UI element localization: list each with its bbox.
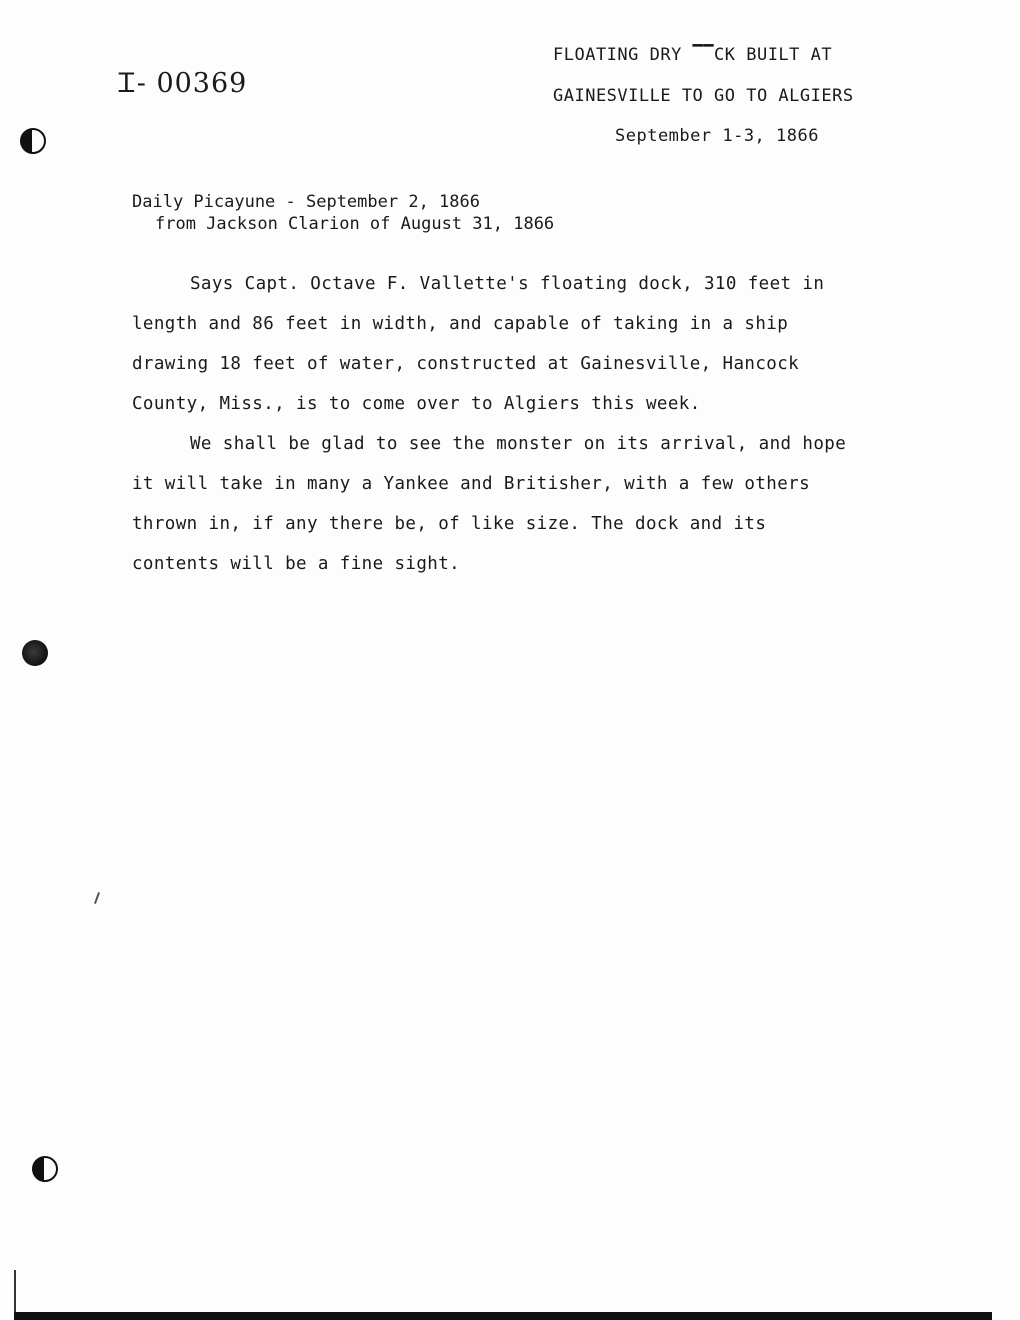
- punch-hole-middle: [22, 640, 48, 666]
- title-line-1: FLOATING DRY ▔▔CK BUILT AT: [553, 45, 833, 65]
- paragraph-1-line: length and 86 feet in width, and capable of taking in a ship: [132, 314, 789, 334]
- scan-bottom-edge: [14, 1312, 992, 1320]
- paragraph-1-line: Says Capt. Octave F. Vallette's floating dock, 310 feet in: [190, 274, 825, 294]
- paragraph-2-line: contents will be a fine sight.: [132, 554, 461, 574]
- scan-left-edge: [14, 1270, 16, 1315]
- document-id-stamp: Ꮖ- 00369: [118, 68, 248, 99]
- source-citation: Daily Picayune - September 2, 1866: [132, 192, 480, 212]
- title-line-2: GAINESVILLE TO GO TO ALGIERS: [553, 86, 854, 106]
- scan-speck: [94, 892, 100, 904]
- date-range: September 1-3, 1866: [615, 126, 819, 146]
- paragraph-2-line: it will take in many a Yankee and Britisher, with a few others: [132, 474, 811, 494]
- paragraph-1-line: County, Miss., is to come over to Algiers this week.: [132, 394, 701, 414]
- source-origin: from Jackson Clarion of August 31, 1866: [155, 214, 555, 234]
- punch-hole-top: [20, 128, 46, 154]
- paragraph-2-line: We shall be glad to see the monster on its arrival, and hope: [190, 434, 847, 454]
- article-body: [132, 264, 932, 584]
- paragraph-1-line: drawing 18 feet of water, constructed at Gainesville, Hancock: [132, 354, 800, 374]
- punch-hole-bottom: [32, 1156, 58, 1182]
- paragraph-2-line: thrown in, if any there be, of like size. The dock and its: [132, 514, 767, 534]
